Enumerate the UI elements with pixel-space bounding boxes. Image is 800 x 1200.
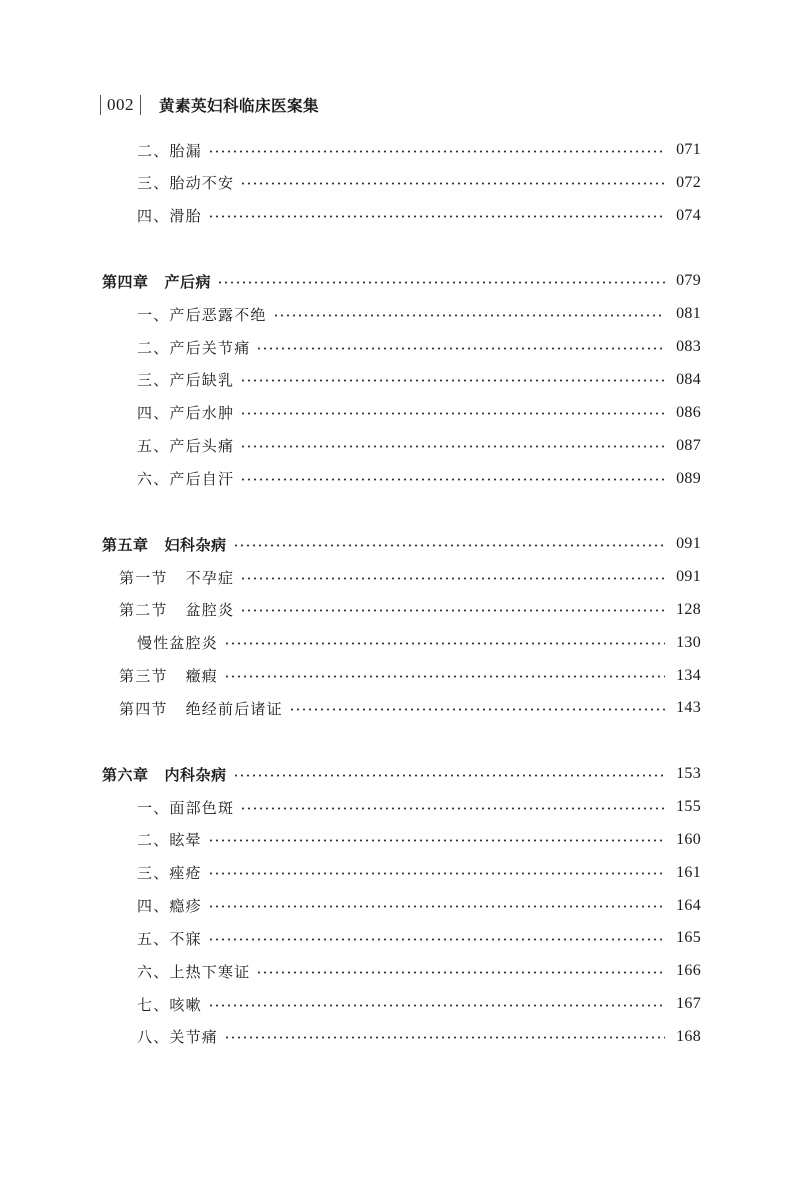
toc-entry-label: [137, 797, 234, 818]
dot-leader: [208, 1004, 665, 1007]
toc-entry-label: [137, 994, 202, 1015]
dot-leader: [240, 609, 665, 612]
toc-entry-label: [137, 928, 202, 949]
dot-leader: [240, 577, 665, 580]
toc-entry-title: 一、面部色斑: [137, 798, 235, 817]
toc-section-entry: [0, 561, 800, 594]
toc-entry: [0, 889, 800, 922]
toc-entry-title: 不孕症: [185, 568, 235, 587]
toc-entry-label: [102, 764, 227, 785]
toc-chapter-entry: [0, 265, 800, 298]
toc-entry-title: 六、产后自汗: [137, 470, 235, 488]
toc-entry-title: 内科杂病: [164, 765, 227, 784]
dot-leader: [224, 675, 665, 678]
toc-entry-title: 一、产后恶露不绝: [137, 305, 267, 324]
toc-entry: [0, 922, 800, 955]
toc-entry: [0, 396, 800, 429]
book-title: 黄素英妇科临床医案集: [159, 97, 320, 115]
toc-entry-title: 三、胎动不安: [137, 174, 235, 193]
toc-entry-page: 164: [676, 896, 701, 914]
toc-entry-label: [137, 172, 234, 193]
toc-entry-page: 086: [676, 403, 701, 421]
toc-entry-number: 第四章: [102, 272, 149, 291]
dot-leader: [217, 281, 665, 284]
toc-entry-page: 166: [676, 962, 701, 980]
toc-entry-title: 绝经前后诸证: [185, 699, 283, 718]
toc-entry-title: 慢性盆腔炎: [137, 634, 219, 653]
dot-leader: [233, 544, 665, 547]
dot-leader: [240, 412, 665, 415]
dot-leader: [233, 774, 665, 777]
toc-entry-title: 四、滑胎: [137, 207, 202, 226]
toc-entry-label: [137, 402, 234, 423]
dot-leader: [208, 938, 665, 941]
toc-entry-page: 161: [676, 863, 701, 881]
toc-chapter-entry: [0, 758, 800, 791]
dot-leader: [208, 839, 665, 842]
toc-entry: [0, 363, 800, 396]
toc-entry-label: [137, 632, 218, 653]
toc-entry-label: [137, 369, 234, 390]
toc-entry-label: [137, 140, 202, 161]
toc-entry-title: 六、上热下寒证: [137, 962, 251, 981]
toc-entry-title: 产后病: [164, 272, 212, 291]
toc-entry-label: [119, 599, 234, 620]
toc-entry-label: [137, 304, 267, 325]
toc-entry-title: 五、不寐: [137, 929, 202, 948]
toc-entry-page: 167: [676, 995, 701, 1013]
toc-entry-page: 130: [676, 633, 701, 651]
toc-entry-page: 071: [676, 141, 701, 158]
toc-entry-label: [137, 205, 202, 226]
toc-entry-page: 153: [676, 765, 701, 783]
toc-entry-page: 083: [676, 338, 701, 356]
toc-entry-title: 五、产后头痛: [137, 437, 235, 456]
toc-entry-page: 155: [676, 798, 701, 815]
header-rule-left: [100, 95, 101, 115]
toc-entry-page: 128: [676, 600, 701, 618]
toc-entry-title: 七、咳嗽: [137, 995, 202, 1014]
toc-entry-label: [119, 698, 283, 719]
running-header: [100, 92, 319, 118]
dot-leader: [289, 708, 665, 711]
toc-entry-title: 八、关节痛: [137, 1028, 219, 1047]
toc-entry-page: 081: [676, 305, 701, 323]
toc-entry: [0, 1020, 800, 1053]
dot-leader: [224, 1036, 665, 1039]
toc-entry-page: 168: [676, 1027, 701, 1045]
toc-entry-title: 三、产后缺乳: [137, 371, 235, 390]
toc-entry-label: [137, 435, 234, 456]
dot-leader: [240, 182, 665, 185]
toc-entry-label: [102, 534, 227, 555]
toc-entry-label: [137, 862, 202, 883]
toc-entry-number: 第六章: [102, 765, 149, 784]
dot-leader: [224, 642, 665, 645]
toc-entry-page: 091: [676, 535, 701, 553]
toc-entry-title: 二、眩晕: [137, 831, 202, 850]
dot-leader: [240, 807, 665, 810]
toc-entry-label: [137, 895, 202, 916]
toc-section-entry: [0, 692, 800, 725]
dot-leader: [256, 971, 665, 974]
dot-leader: [240, 478, 665, 481]
toc-entry: [0, 199, 800, 232]
toc-entry-page: 079: [676, 272, 701, 290]
page-number: 002: [107, 95, 134, 114]
toc-entry: [0, 955, 800, 988]
dot-leader: [256, 347, 665, 350]
toc-entry-number: 第四节: [119, 699, 168, 718]
toc-entry-title: 癥瘕: [185, 667, 219, 686]
toc-entry: [0, 462, 800, 495]
toc-entry-page: 165: [676, 929, 701, 947]
toc-entry-label: [137, 829, 202, 850]
toc-entry: [0, 791, 800, 824]
toc-entry-page: 072: [676, 173, 701, 191]
toc-entry: [0, 331, 800, 364]
dot-leader: [208, 150, 665, 153]
toc-entry-number: 第一节: [119, 568, 168, 587]
dot-leader: [208, 872, 665, 875]
dot-leader: [208, 215, 665, 218]
toc-entry-label: [137, 961, 250, 982]
toc-entry-label: [137, 337, 250, 358]
toc-entry-page: 091: [676, 568, 701, 586]
toc-entry-label: [137, 468, 234, 489]
toc-entry-number: 第五章: [102, 535, 149, 554]
toc-section-entry: [0, 593, 800, 626]
toc-entry-page: 143: [676, 699, 701, 717]
dot-leader: [273, 314, 665, 317]
toc-entry-label: [137, 1026, 218, 1047]
toc-entry-page: 089: [676, 469, 701, 487]
toc-entry-page: 160: [676, 830, 701, 848]
dot-leader: [208, 905, 665, 908]
toc-entry-title: 二、产后关节痛: [137, 338, 251, 357]
toc-entry: [0, 823, 800, 856]
toc-entry: [0, 134, 800, 167]
toc-entry-title: 二、胎漏: [137, 141, 202, 160]
toc-entry: [0, 429, 800, 462]
toc-entry-title: 盆腔炎: [185, 601, 235, 620]
toc-entry-label: [102, 271, 211, 292]
toc-entry-title: 三、痤疮: [137, 864, 202, 883]
dot-leader: [240, 379, 665, 382]
toc-entry-title: 四、瘾疹: [137, 897, 202, 916]
toc-entry-page: 087: [676, 436, 701, 454]
toc-entry-number: 第三节: [119, 667, 168, 686]
toc-entry-title: 妇科杂病: [164, 535, 227, 554]
toc-entry-number: 第二节: [119, 601, 168, 620]
toc-entry: [0, 988, 800, 1021]
toc-entry: [0, 856, 800, 889]
toc-entry: [0, 166, 800, 199]
dot-leader: [240, 445, 665, 448]
header-rule-right: [140, 95, 141, 115]
toc-entry-title: 四、产后水肿: [137, 404, 235, 423]
toc-entry: [0, 626, 800, 659]
toc-chapter-entry: [0, 528, 800, 561]
toc-entry-page: 134: [676, 666, 701, 684]
toc-entry-label: [119, 665, 218, 686]
toc-entry-page: 074: [676, 206, 701, 224]
toc-entry: [0, 298, 800, 331]
toc-entry-label: [119, 567, 234, 588]
toc-section-entry: [0, 659, 800, 692]
toc-entry-page: 084: [676, 370, 701, 388]
